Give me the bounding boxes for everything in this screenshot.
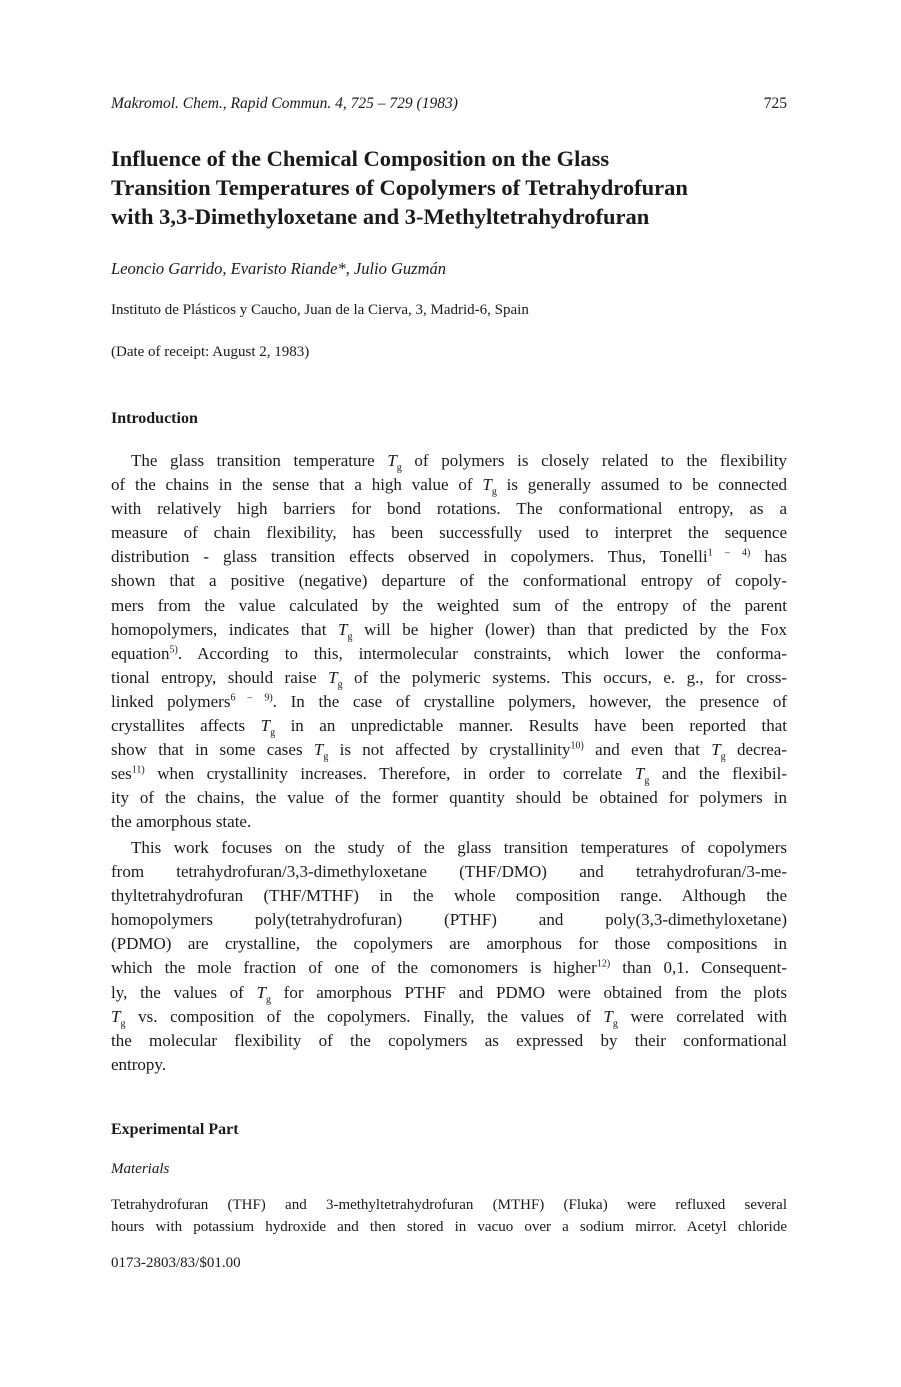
text-line: $T_g$ vs. composition of the copolymers. Finally, the values of $T_g$ were correlated with [111, 1006, 788, 1030]
introduction-paragraph-1 [111, 449, 787, 835]
text-line: measure of chain flexibility, has been successfully used to interpret the sequence [111, 523, 787, 543]
publication-code: 0173-2803/83/$01.00 [111, 1255, 241, 1271]
text-line: homopolymers, indicates that $T_g$ will be higher (lower) than that predicted by the Fox [111, 619, 787, 643]
reference-marker: 5) [169, 644, 178, 656]
reference-marker: 6 – 9) [230, 692, 273, 704]
text-line: ity of the chains, the value of the former quantity should be obtained for polymers in [111, 788, 787, 808]
text-line: The glass transition temperature $T_g$ of polymers is closely related to the flexibility [131, 451, 787, 474]
text-line: crystallites affects $T_g$ in an unpredictable manner. Results have been reported that [111, 716, 787, 739]
title-line: Transition Temperatures of Copolymers of Tetrahydrofuran [111, 175, 688, 200]
running-header [111, 95, 787, 119]
text-line: the molecular flexibility of the copolymers as expressed by their conformational [111, 1030, 787, 1050]
reference-marker: 1 – 4) [707, 547, 751, 559]
text-line: the amorphous state. [111, 812, 252, 832]
text-line: homopolymers poly(tetrahydrofuran) (PTHF) and poly(3,3-dimethyloxetane) [111, 910, 787, 930]
text-line: Tetrahydrofuran (THF) and 3-methyltetrahydrofuran (MTHF) (Fluka) were refluxed several [111, 1197, 787, 1213]
text-line: distribution - glass transition effects observed in copolymers. Thus, Tonelli$^{1 - 4)}$ has [111, 547, 787, 567]
subsection-heading-materials: Materials [111, 1161, 170, 1177]
text-line: ses$^{11)}$ when crystallinity increases. Therefore, in order to correlate $T_g$ and the flexibil- [111, 764, 787, 787]
text-line: tional entropy, should raise $T_g$ of the polymeric systems. This occurs, e. g., for cross- [111, 667, 787, 691]
title-line: Influence of the Chemical Composition on the Glass [111, 146, 610, 171]
text-line: with relatively high barriers for bond rotations. The conformational entropy, as a [111, 499, 787, 519]
journal-citation: Makromol. Chem., Rapid Commun. 4, 725 – 729 (1983) [111, 95, 458, 112]
text-line: show that in some cases $T_g$ is not affected by crystallinity$^{10)}$ and even that $T_g$ decrea- [111, 740, 787, 763]
text-line: mers from the value calculated by the weighted sum of the entropy of the parent [111, 595, 787, 615]
text-line: of the chains in the sense that a high value of $T_g$ is generally assumed to be connected [111, 475, 787, 498]
text-line: shown that a positive (negative) departure of the conformational entropy of copoly- [111, 571, 787, 591]
title-line: with 3,3-Dimethyloxetane and 3-Methyltetrahydrofuran [111, 204, 650, 229]
reference-marker: 11) [131, 764, 145, 776]
text-line: hours with potassium hydroxide and then stored in vacuo over a sodium mirror. Acetyl chloride [111, 1218, 787, 1235]
section-heading-introduction: Introduction [111, 410, 198, 427]
text-line: ly, the values of $T_g$ for amorphous PTHF and PDMO were obtained from the plots [111, 982, 787, 1005]
reference-marker: 10) [570, 740, 584, 752]
text-line: which the mole fraction of one of the comonomers is higher$^{12)}$ than 0,1. Consequent- [111, 958, 788, 978]
paper-title [111, 144, 791, 231]
text-line: from tetrahydrofuran/3,3-dimethyloxetane (THF/DMO) and tetrahydrofuran/3-me- [111, 862, 787, 882]
materials-paragraph [111, 1195, 787, 1238]
reference-marker: 12) [596, 958, 611, 970]
text-line: thyltetrahydrofuran (THF/MTHF) in the whole composition range. Although the [111, 886, 787, 906]
section-heading-experimental: Experimental Part [111, 1121, 239, 1138]
receipt-date: (Date of receipt: August 2, 1983) [111, 344, 310, 360]
text-line: equation$^{5)}$. According to this, intermolecular constraints, which lower the conforma- [111, 643, 787, 663]
text-line: linked polymers$^{6 - 9)}$. In the case of crystalline polymers, however, the presence of [111, 691, 787, 711]
page-number: 725 [763, 95, 787, 112]
introduction-paragraph-2 [111, 836, 787, 1077]
affiliation: Instituto de Plásticos y Caucho, Juan de la Cierva, 3, Madrid-6, Spain [111, 302, 529, 318]
text-line: (PDMO) are crystalline, the copolymers are amorphous for those compositions in [111, 934, 787, 954]
author-list: Leoncio Garrido, Evaristo Riande*, Julio Guzmán [111, 259, 447, 278]
text-line: entropy. [111, 1054, 167, 1074]
text-line: This work focuses on the study of the glass transition temperatures of copolymers [131, 838, 787, 857]
